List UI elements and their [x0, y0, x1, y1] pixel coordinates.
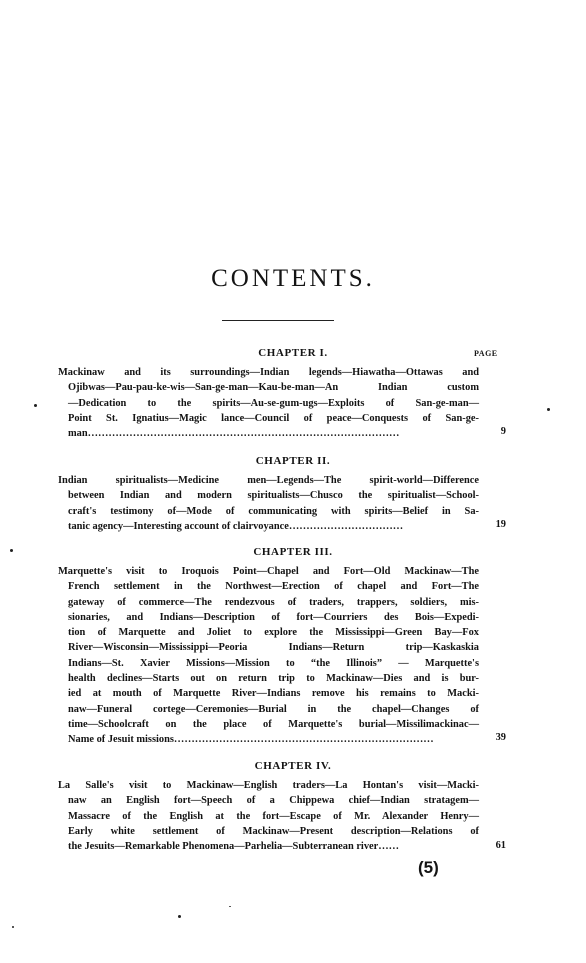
entry-line: Point St. Ignatius—Magic lance—Council of peace—Conquests of San-ge-: [68, 412, 479, 424]
page-number: 61: [495, 840, 506, 851]
entry-line: La Salle's visit to Mackinaw—English traders—La Hontan's visit—Macki-: [58, 780, 479, 791]
entry-line: Marquette's visit to Iroquois Point—Chapel and Fort—Old Mackinaw—The: [58, 566, 479, 577]
scan-speck: [178, 915, 181, 918]
entry-line: naw—Funeral cortege—Ceremonies—Burial in the chapel—Changes of: [68, 703, 479, 715]
entry-line: Ojibwas—Pau-pau-ke-wis—San-ge-man—Kau-be-man—An Indian custom: [68, 382, 479, 394]
scan-speck: [34, 404, 37, 407]
scan-speck: [547, 408, 550, 411]
entry-line: naw an English fort—Speech of a Chippewa chief—Indian stratagem—: [68, 795, 479, 807]
entry-line: tion of Marquette and Joliet to explore the Mississippi—Green Bay—Fox: [68, 627, 479, 639]
chapter-entry: [58, 473, 479, 534]
scan-speck: [229, 906, 231, 907]
chapter-entry: [58, 365, 479, 441]
entry-line: gateway of commerce—The rendezvous of traders, trappers, soldiers, mis-: [68, 596, 479, 608]
entry-line: —Dedication to the spirits—Au-se-gum-ugs—Exploits of San-ge-man—: [68, 397, 479, 409]
scan-speck: [12, 926, 14, 928]
entry-line: Indian spiritualists—Medicine men—Legends—The spirit-world—Difference: [58, 475, 479, 486]
page-number: 39: [495, 732, 506, 743]
folio-page-number: (5): [418, 858, 439, 877]
entry-line: Early white settlement of Mackinaw—Present description—Relations of: [68, 825, 479, 837]
title-rule: [222, 320, 334, 321]
entry-line: time—Schoolcraft on the place of Marquette's burial—Missilimackinac—: [68, 718, 479, 730]
page-column-label: PAGE: [474, 349, 498, 358]
entry-line: Massacre of the English at the fort—Escape of Mr. Alexander Henry—: [68, 810, 479, 822]
entry-line: River—Wisconsin—Mississippi—Peoria Indians—Return trip—Kaskaskia: [68, 642, 479, 654]
entry-line: French settlement in the Northwest—Erection of chapel and Fort—The: [68, 581, 479, 593]
scan-speck: [10, 549, 13, 552]
page-number: 19: [495, 519, 506, 530]
entry-line: health declines—Starts out on return trip to Mackinaw—Dies and is bur-: [68, 673, 479, 685]
entry-line: Name of Jesuit missions…………………………………………………………………: [68, 734, 434, 746]
entry-line: tanic agency—Interesting account of clairvoyance……………………………: [68, 520, 404, 532]
entry-line: between Indian and modern spiritualists—Chusco the spiritualist—School-: [68, 490, 479, 502]
entry-line: the Jesuits—Remarkable Phenomena—Parhelia—Subterranean river……: [68, 841, 400, 853]
chapter-heading: CHAPTER IV.: [254, 760, 332, 772]
entry-line: craft's testimony of—Mode of communicating with spirits—Belief in Sa-: [68, 505, 479, 517]
page-number: 9: [500, 426, 506, 437]
entry-line: Mackinaw and its surroundings—Indian legends—Hiawatha—Ottawas and: [58, 367, 479, 378]
chapter-heading: CHAPTER I.: [258, 347, 328, 359]
chapter-entry: [58, 778, 479, 854]
chapter-heading: CHAPTER II.: [255, 455, 331, 467]
entry-line: man………………………………………………………………………………: [68, 428, 400, 440]
chapter-heading: CHAPTER III.: [253, 546, 333, 558]
entry-line: Indians—St. Xavier Missions—Mission to “the Illinois” — Marquette's: [68, 657, 479, 669]
entry-line: ied at mouth of Marquette River—Indians remove his remains to Macki-: [68, 688, 479, 700]
entry-line: sionaries, and Indians—Description of fort—Courriers des Bois—Expedi-: [68, 611, 479, 623]
chapter-entry: [58, 564, 479, 748]
page-title: CONTENTS.: [211, 265, 375, 292]
